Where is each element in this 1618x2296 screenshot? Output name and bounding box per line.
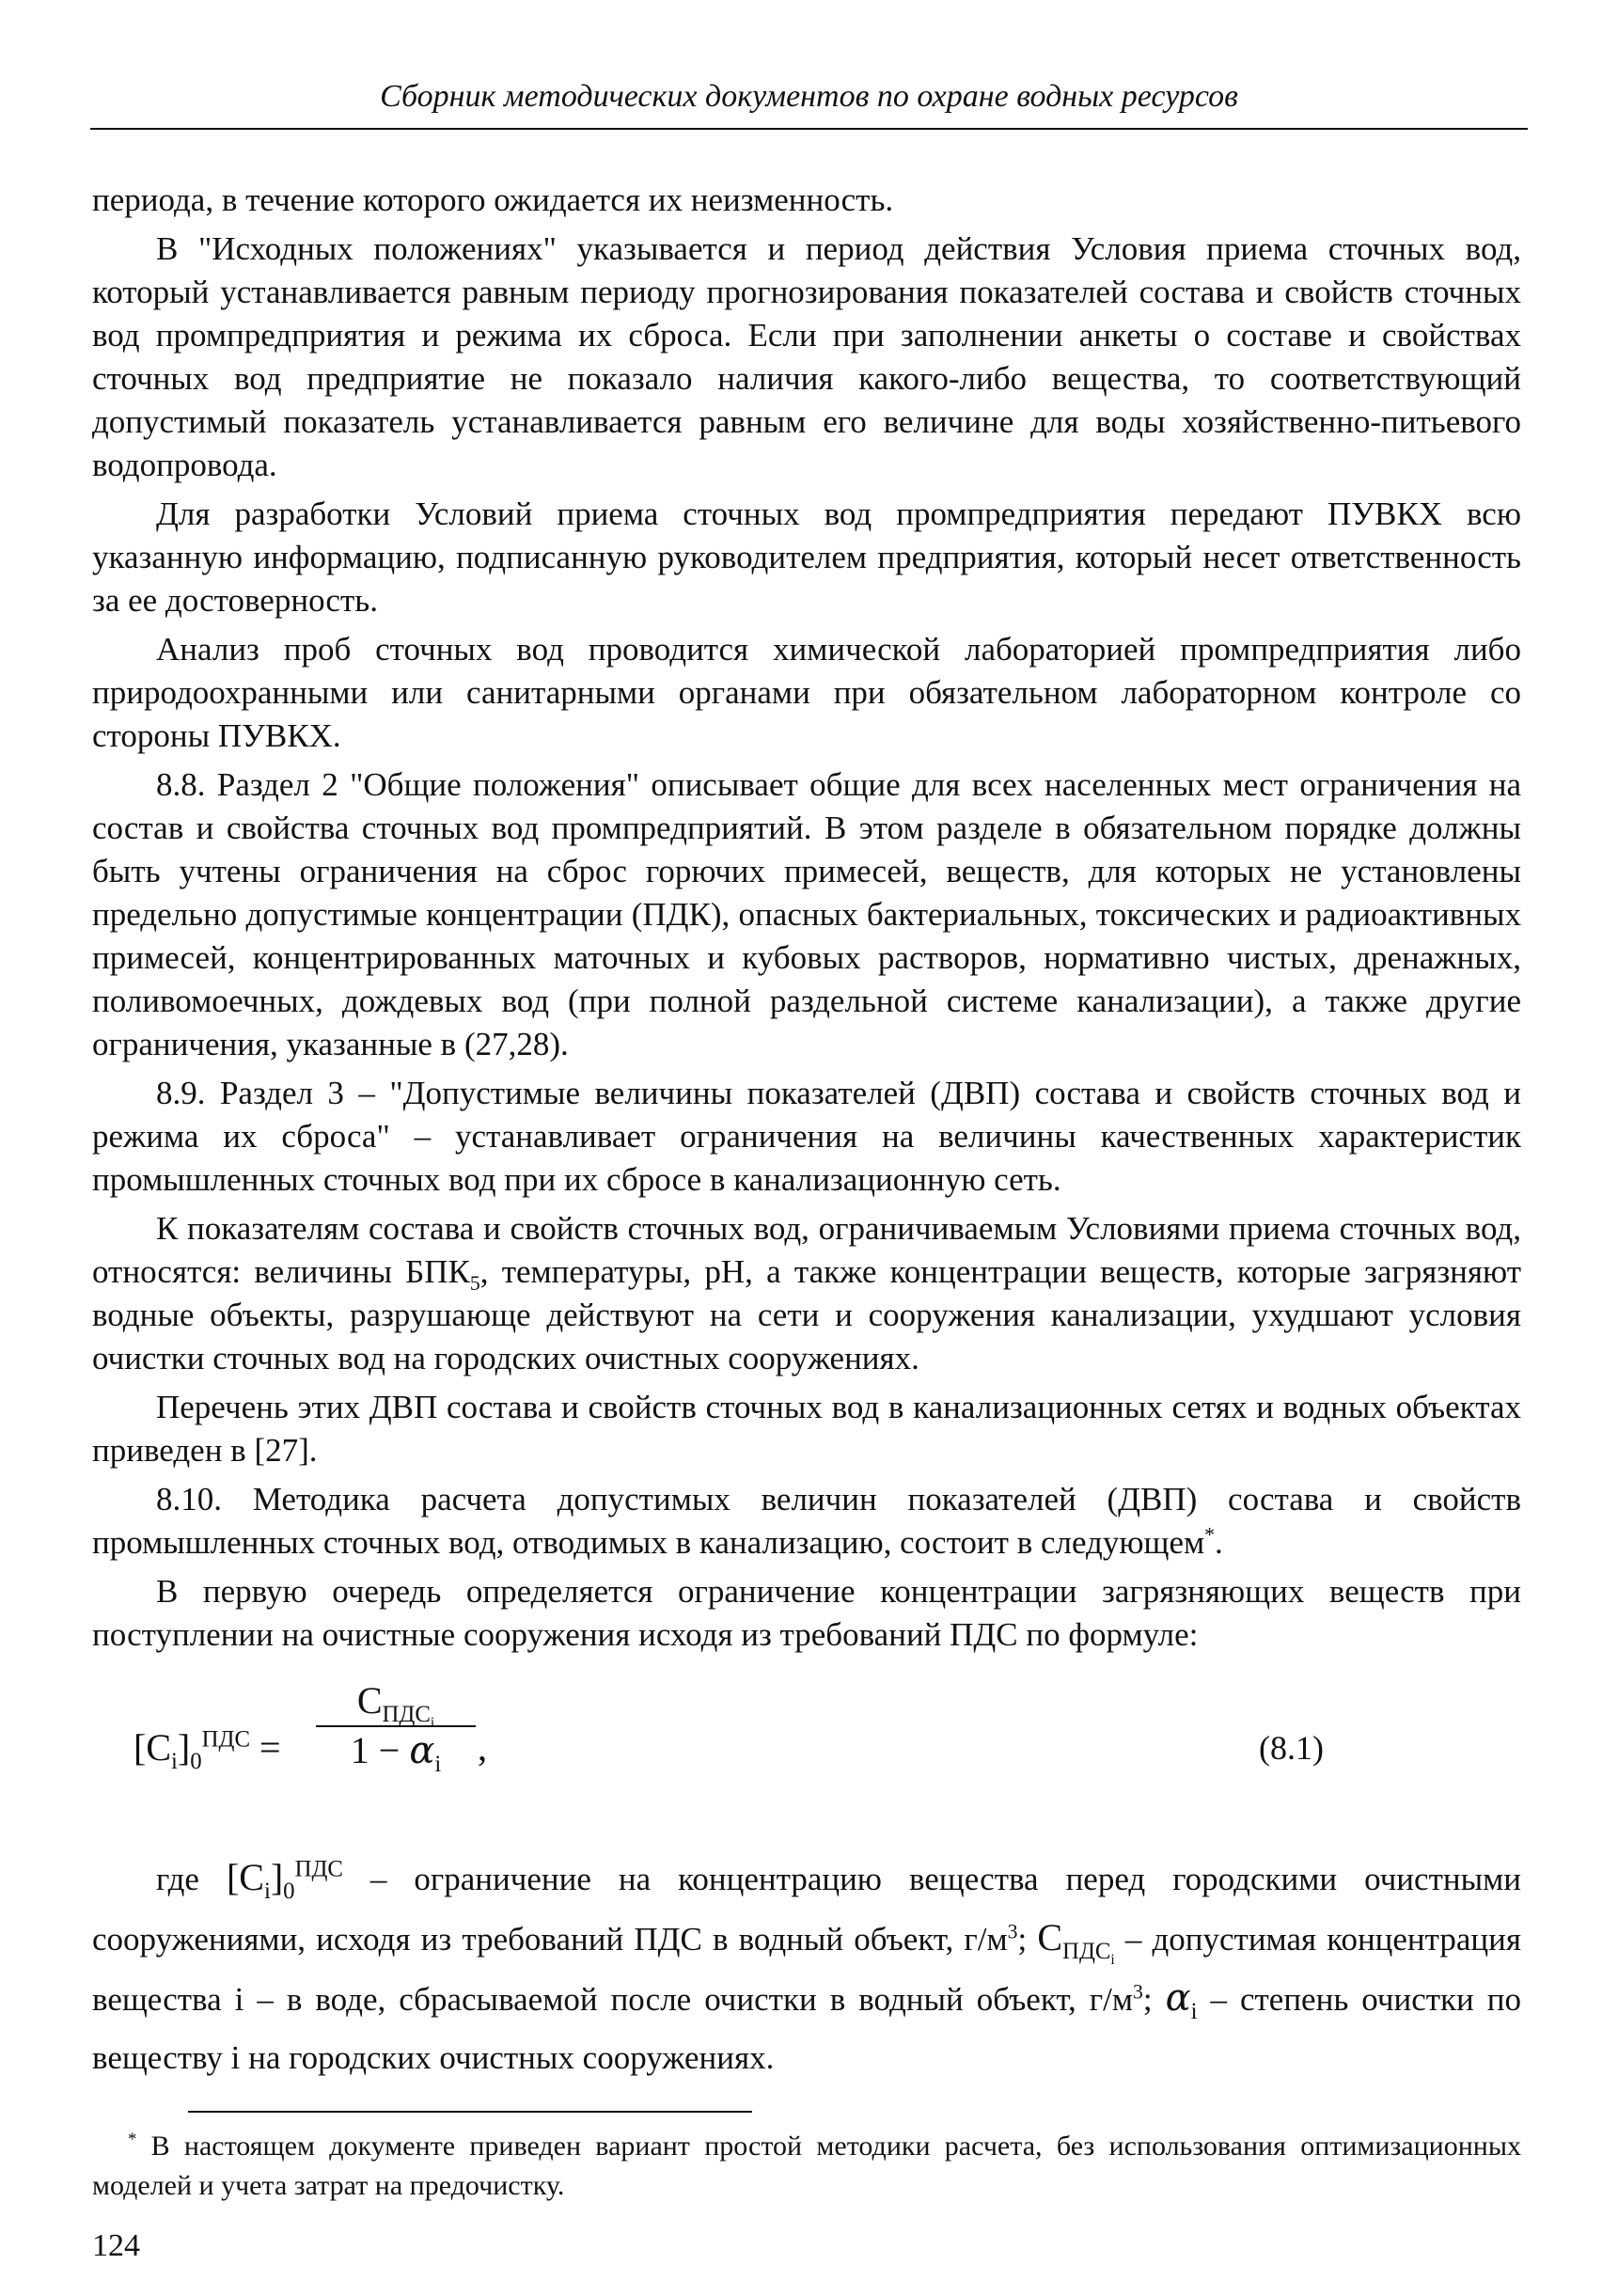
superscript: 3 <box>1007 1920 1018 1943</box>
subscript: 5 <box>469 1272 480 1295</box>
superscript: ПДС <box>294 1856 343 1882</box>
footnote-mark: * <box>1204 1523 1215 1547</box>
symbol-cpds: $C_{ПДС_i}$ <box>1037 1916 1115 1968</box>
paragraph: В "Исходных положениях" указывается и период действия Условия приема сточных вод, который устанавливается равным периоду прогнозирования показателей состава и свойств сточных вод промпредприятия и режима их сброса. Если при заполнении анкеты о составе и свойствах сточных вод предприятие не показало наличия какого-либо вещества, то соответствующий допустимый показатель устанавливается равным его величине для воды хозяйственно-питьевого водопровода. <box>92 230 1521 483</box>
text: 8.10. Методика расчета допустимых величин показателей (ДВП) состава и свойств промышленных сточных вод, отводимых в канализацию, состоит в следующем <box>92 1481 1521 1561</box>
footnote <box>92 2127 1521 2206</box>
subscript: ПДС <box>382 1702 431 1727</box>
formula-lhs: $[C_i]_0^{ПДС}$ = <box>134 1726 281 1774</box>
paragraph-section-8-10 <box>92 1478 1521 1565</box>
formula-fraction <box>316 1679 476 1777</box>
symbol-ci0: $[C_i]_0^{ПДС}$ <box>226 1856 343 1904</box>
text: – допустимая концентрация вещества i – в воде, сбрасываемой после очистки в водный объект, г/м <box>92 1921 1521 2018</box>
superscript: ПДС <box>201 1726 250 1753</box>
paragraph: Для разработки Условий приема сточных вод промпредприятия передают ПУВКХ всю указанную информацию, подписанную руководителем предприятия, который несет ответственность за ее достоверность. <box>92 495 1521 619</box>
page-number: 124 <box>92 2228 140 2263</box>
superscript: 3 <box>1133 1980 1143 2004</box>
formula-8-1 <box>92 1679 1521 1811</box>
footnote-divider <box>188 2111 752 2113</box>
text: ; <box>1142 1981 1166 2018</box>
body-text <box>92 179 1521 2093</box>
formula-number: (8.1) <box>1259 1729 1324 1767</box>
text: где <box>156 1861 227 1897</box>
text: – степень очистки по веществу i на городских очистных сооружениях. <box>92 1981 1521 2076</box>
footnote-text: В настоящем документе приведен вариант простой методики расчета, без использования оптимизационных моделей и учета затрат на предочистку. <box>92 2131 1521 2201</box>
text: К показателям состава и свойств сточных вод, ограничиваемым Условиями приема сточных вод, относятся: величины БПК <box>92 1210 1521 1290</box>
running-header: Сборник методических документов по охране водных ресурсов <box>90 79 1528 130</box>
text: – ограничение на концентрацию вещества перед городскими очистными сооружениями, исходя из требований ПДС в водный объект, г/м <box>92 1861 1521 1958</box>
text: 1 − <box>350 1728 410 1771</box>
paragraph-section-8-8: 8.8. Раздел 2 "Общие положения" описывает общие для всех населенных мест ограничения на состав и свойства сточных вод промпредприятий. В этом разделе в обязательном порядке должны быть учтены ограничения на сброс горючих примесей, веществ, для которых не установлены предельно допустимые концентрации (ПДК), опасных бактериальных, токсических и радиоактивных примесей, концентрированных маточных и кубовых растворов, нормативно чистых, дренажных, поливомоечных, дождевых вод (при полной раздельной системе канализации), а также другие ограничения, указанные в (27,28). <box>92 766 1521 1062</box>
formula-comma: , <box>478 1726 487 1769</box>
paragraph: периода, в течение которого ожидается их неизменность. <box>92 181 894 218</box>
footnote-mark: * <box>128 2130 137 2149</box>
paragraph-section-8-9: 8.9. Раздел 3 – "Допустимые величины показателей (ДВП) состава и свойств сточных вод и режима их сброса" – устанавливает ограничения на величины качественных характеристик промышленных сточных вод при их сбросе в канализационную сеть. <box>92 1075 1521 1198</box>
paragraph: Анализ проб сточных вод проводится химической лабораторией промпредприятия либо природоохранными или санитарными органами при обязательном лабораторном контроле со стороны ПУВКХ. <box>92 631 1521 754</box>
paragraph-bpk <box>92 1207 1521 1380</box>
symbol-alpha: $\alpha_i$ <box>1165 1976 1198 2024</box>
formula-denominator: $1 - \alpha_i$ <box>350 1728 442 1777</box>
paragraph: В первую очередь определяется ограничение концентрации загрязняющих веществ при поступлении на очистные сооружения исходя из требований ПДС по формуле: <box>92 1573 1521 1653</box>
text: , температуры, pH, а также концентрации веществ, которые загрязняют водные объекты, разрушающе действуют на сети и сооружения канализации, ухудшают условия очистки сточных вод на городских очистных сооружениях. <box>92 1253 1521 1376</box>
paragraph: Перечень этих ДВП состава и свойств сточных вод в канализационных сетях и водных объектах приведен в [27]. <box>92 1389 1521 1469</box>
text: . <box>1214 1524 1223 1561</box>
subscript: ПДС <box>1062 1939 1111 1964</box>
subscript: 0 <box>190 1749 202 1774</box>
formula-numerator: $C_{ПДС_i}$ <box>316 1679 476 1727</box>
formula-explanation <box>92 1848 1521 2087</box>
text: ; <box>1017 1921 1038 1958</box>
